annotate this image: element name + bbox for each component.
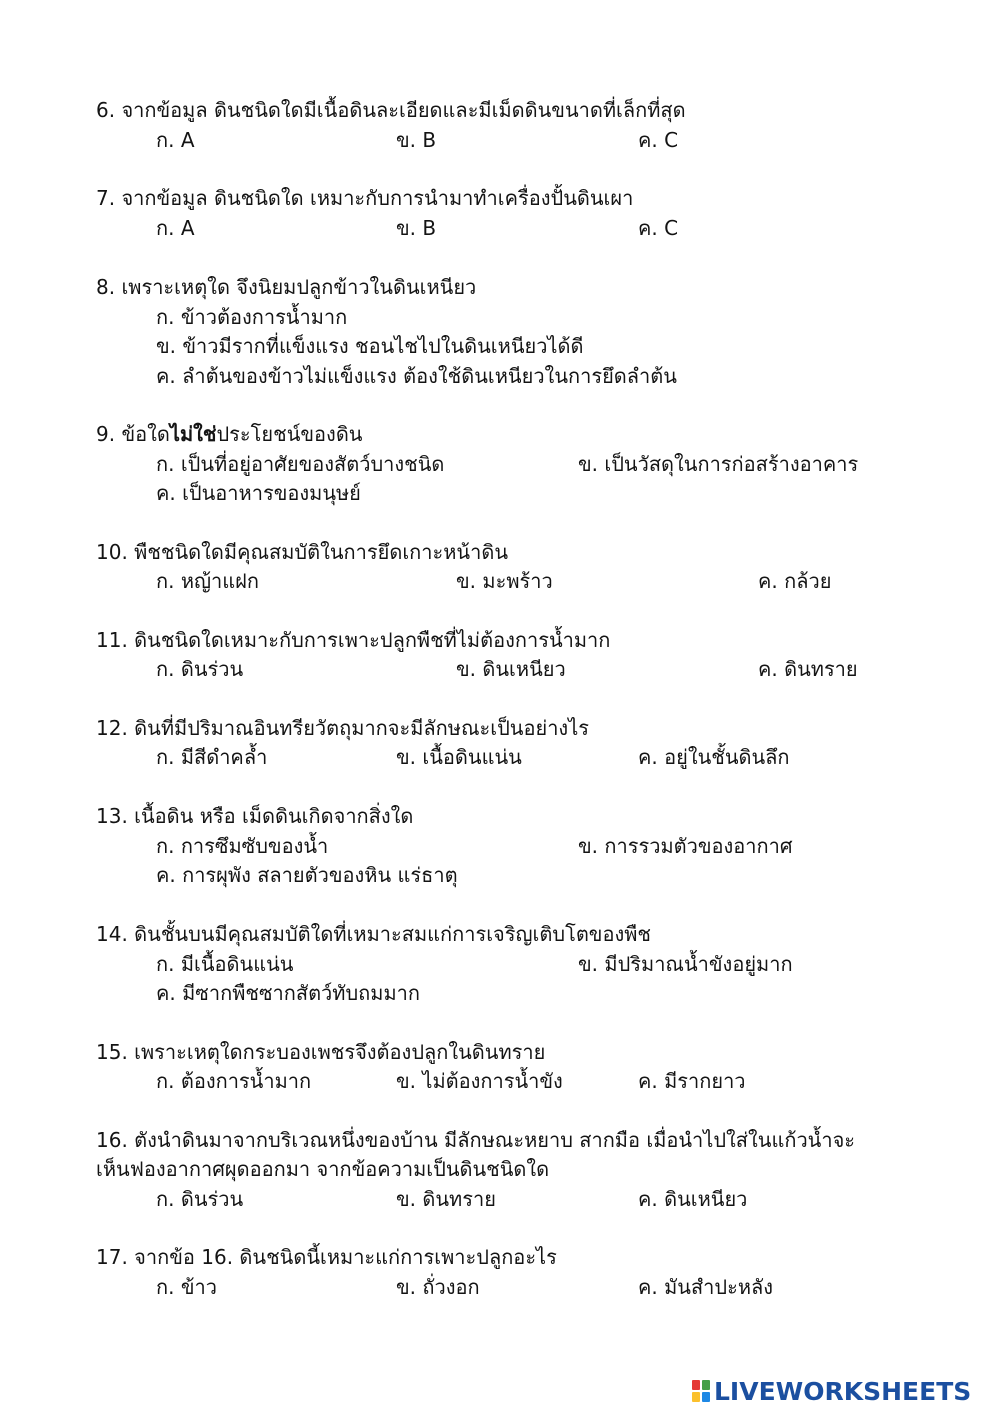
logo-square-blue [702,1392,710,1402]
question-10-option-b[interactable]: ข. มะพร้าว [456,569,553,593]
question-13-option-a[interactable]: ก. การซึมซับของน้ำ [156,834,329,858]
question-7-stem: 7. จากข้อมูล ดินชนิดใด เหมาะกับการนำมาทำเครื่องปั้นดินเผา [96,186,634,210]
question-16-option-a[interactable]: ก. ดินร่วน [156,1187,244,1211]
question-6-option-a[interactable]: ก. A [156,128,195,152]
question-9-stem [96,421,362,447]
logo-wordmark: LIVEWORKSHEETS [714,1376,972,1406]
question-15-stem: 15. เพราะเหตุใดกระบองเพชรจึงต้องปลูกในดินทราย [96,1040,546,1064]
logo-mark-icon [692,1380,710,1402]
question-6-option-c[interactable]: ค. C [638,128,679,152]
question-10-stem: 10. พืชชนิดใดมีคุณสมบัติในการยึดเกาะหน้าดิน [96,540,508,564]
question-12-option-b[interactable]: ข. เนื้อดินแน่น [396,745,522,769]
question-13-stem: 13. เนื้อดิน หรือ เม็ดดินเกิดจากสิ่งใด [96,804,414,828]
question-11-option-b[interactable]: ข. ดินเหนียว [456,657,566,681]
question-9-stem-suffix: ประโยชน์ของดิน [216,422,363,446]
question-14-option-a[interactable]: ก. มีเนื้อดินแน่น [156,952,294,976]
question-9-stem-prefix: 9. ข้อใด [96,422,170,446]
question-17-option-c[interactable]: ค. มันสำปะหลัง [638,1275,774,1299]
question-6-stem: 6. จากข้อมูล ดินชนิดใดมีเนื้อดินละเอียดและมีเม็ดดินขนาดที่เล็กที่สุด [96,98,686,122]
question-12-option-c[interactable]: ค. อยู่ในชั้นดินลึก [638,745,790,769]
question-8-option-a[interactable]: ก. ข้าวต้องการน้ำมาก [156,305,348,329]
question-16-stem-line1: 16. ตังนำดินมาจากบริเวณหนึ่งของบ้าน มีลักษณะหยาบ สากมือ เมื่อนำไปใส่ในแก้วน้ำจะ [96,1128,856,1152]
question-11-option-c[interactable]: ค. ดินทราย [758,657,858,681]
question-17-option-a[interactable]: ก. ข้าว [156,1275,217,1299]
liveworksheets-logo [692,1376,971,1406]
question-12-stem: 12. ดินที่มีปริมาณอินทรียวัตถุมากจะมีลักษณะเป็นอย่างไร [96,716,589,740]
logo-square-red [692,1380,700,1390]
question-12-option-a[interactable]: ก. มีสีดำคล้ำ [156,745,268,769]
question-17-stem: 17. จากข้อ 16. ดินชนิดนี้เหมาะแก่การเพาะปลูกอะไร [96,1245,557,1269]
question-16-option-b[interactable]: ข. ดินทราย [396,1187,496,1211]
question-7-option-a[interactable]: ก. A [156,216,195,240]
question-13-option-b[interactable]: ข. การรวมตัวของอากาศ [578,834,793,858]
question-6-option-b[interactable]: ข. B [396,128,437,152]
question-9-option-b[interactable]: ข. เป็นวัสดุในการก่อสร้างอาคาร [578,452,859,476]
question-14-option-c[interactable]: ค. มีซากพืชซากสัตว์ทับถมมาก [156,981,420,1005]
question-9-option-a[interactable]: ก. เป็นที่อยู่อาศัยของสัตว์บางชนิด [156,452,445,476]
logo-square-green [702,1380,710,1390]
question-14-option-b[interactable]: ข. มีปริมาณน้ำขังอยู่มาก [578,952,793,976]
question-15-option-c[interactable]: ค. มีรากยาว [638,1069,746,1093]
question-11-option-a[interactable]: ก. ดินร่วน [156,657,244,681]
question-13-option-c[interactable]: ค. การผุพัง สลายตัวของหิน แร่ธาตุ [156,863,458,887]
question-9-option-c[interactable]: ค. เป็นอาหารของมนุษย์ [156,481,361,505]
question-14-stem: 14. ดินชั้นบนมีคุณสมบัติใดที่เหมาะสมแก่การเจริญเติบโตของพืช [96,922,652,946]
question-8-option-b[interactable]: ข. ข้าวมีรากที่แข็งแรง ชอนไชไปในดินเหนียวได้ดี [156,334,584,358]
question-9-stem-emphasis: ไม่ใช่ [169,422,217,446]
question-15-option-b[interactable]: ข. ไม่ต้องการน้ำขัง [396,1069,563,1093]
question-8-option-c[interactable]: ค. ลำต้นของข้าวไม่แข็งแรง ต้องใช้ดินเหนียวในการยึดลำต้น [156,364,677,388]
question-11-stem: 11. ดินชนิดใดเหมาะกับการเพาะปลูกพืชที่ไม่ต้องการน้ำมาก [96,628,611,652]
question-15-option-a[interactable]: ก. ต้องการน้ำมาก [156,1069,312,1093]
logo-square-yellow [692,1392,700,1402]
question-10-option-c[interactable]: ค. กล้วย [758,569,832,593]
question-8-stem: 8. เพราะเหตุใด จึงนิยมปลูกข้าวในดินเหนียว [96,275,477,299]
question-17-option-b[interactable]: ข. ถั่วงอก [396,1275,480,1299]
question-16-stem-line2: เห็นฟองอากาศผุดออกมา จากข้อความเป็นดินชนิดใด [96,1157,550,1181]
question-7-option-b[interactable]: ข. B [396,216,437,240]
question-7-option-c[interactable]: ค. C [638,216,679,240]
question-16-option-c[interactable]: ค. ดินเหนียว [638,1187,748,1211]
question-10-option-a[interactable]: ก. หญ้าแฝก [156,569,259,593]
